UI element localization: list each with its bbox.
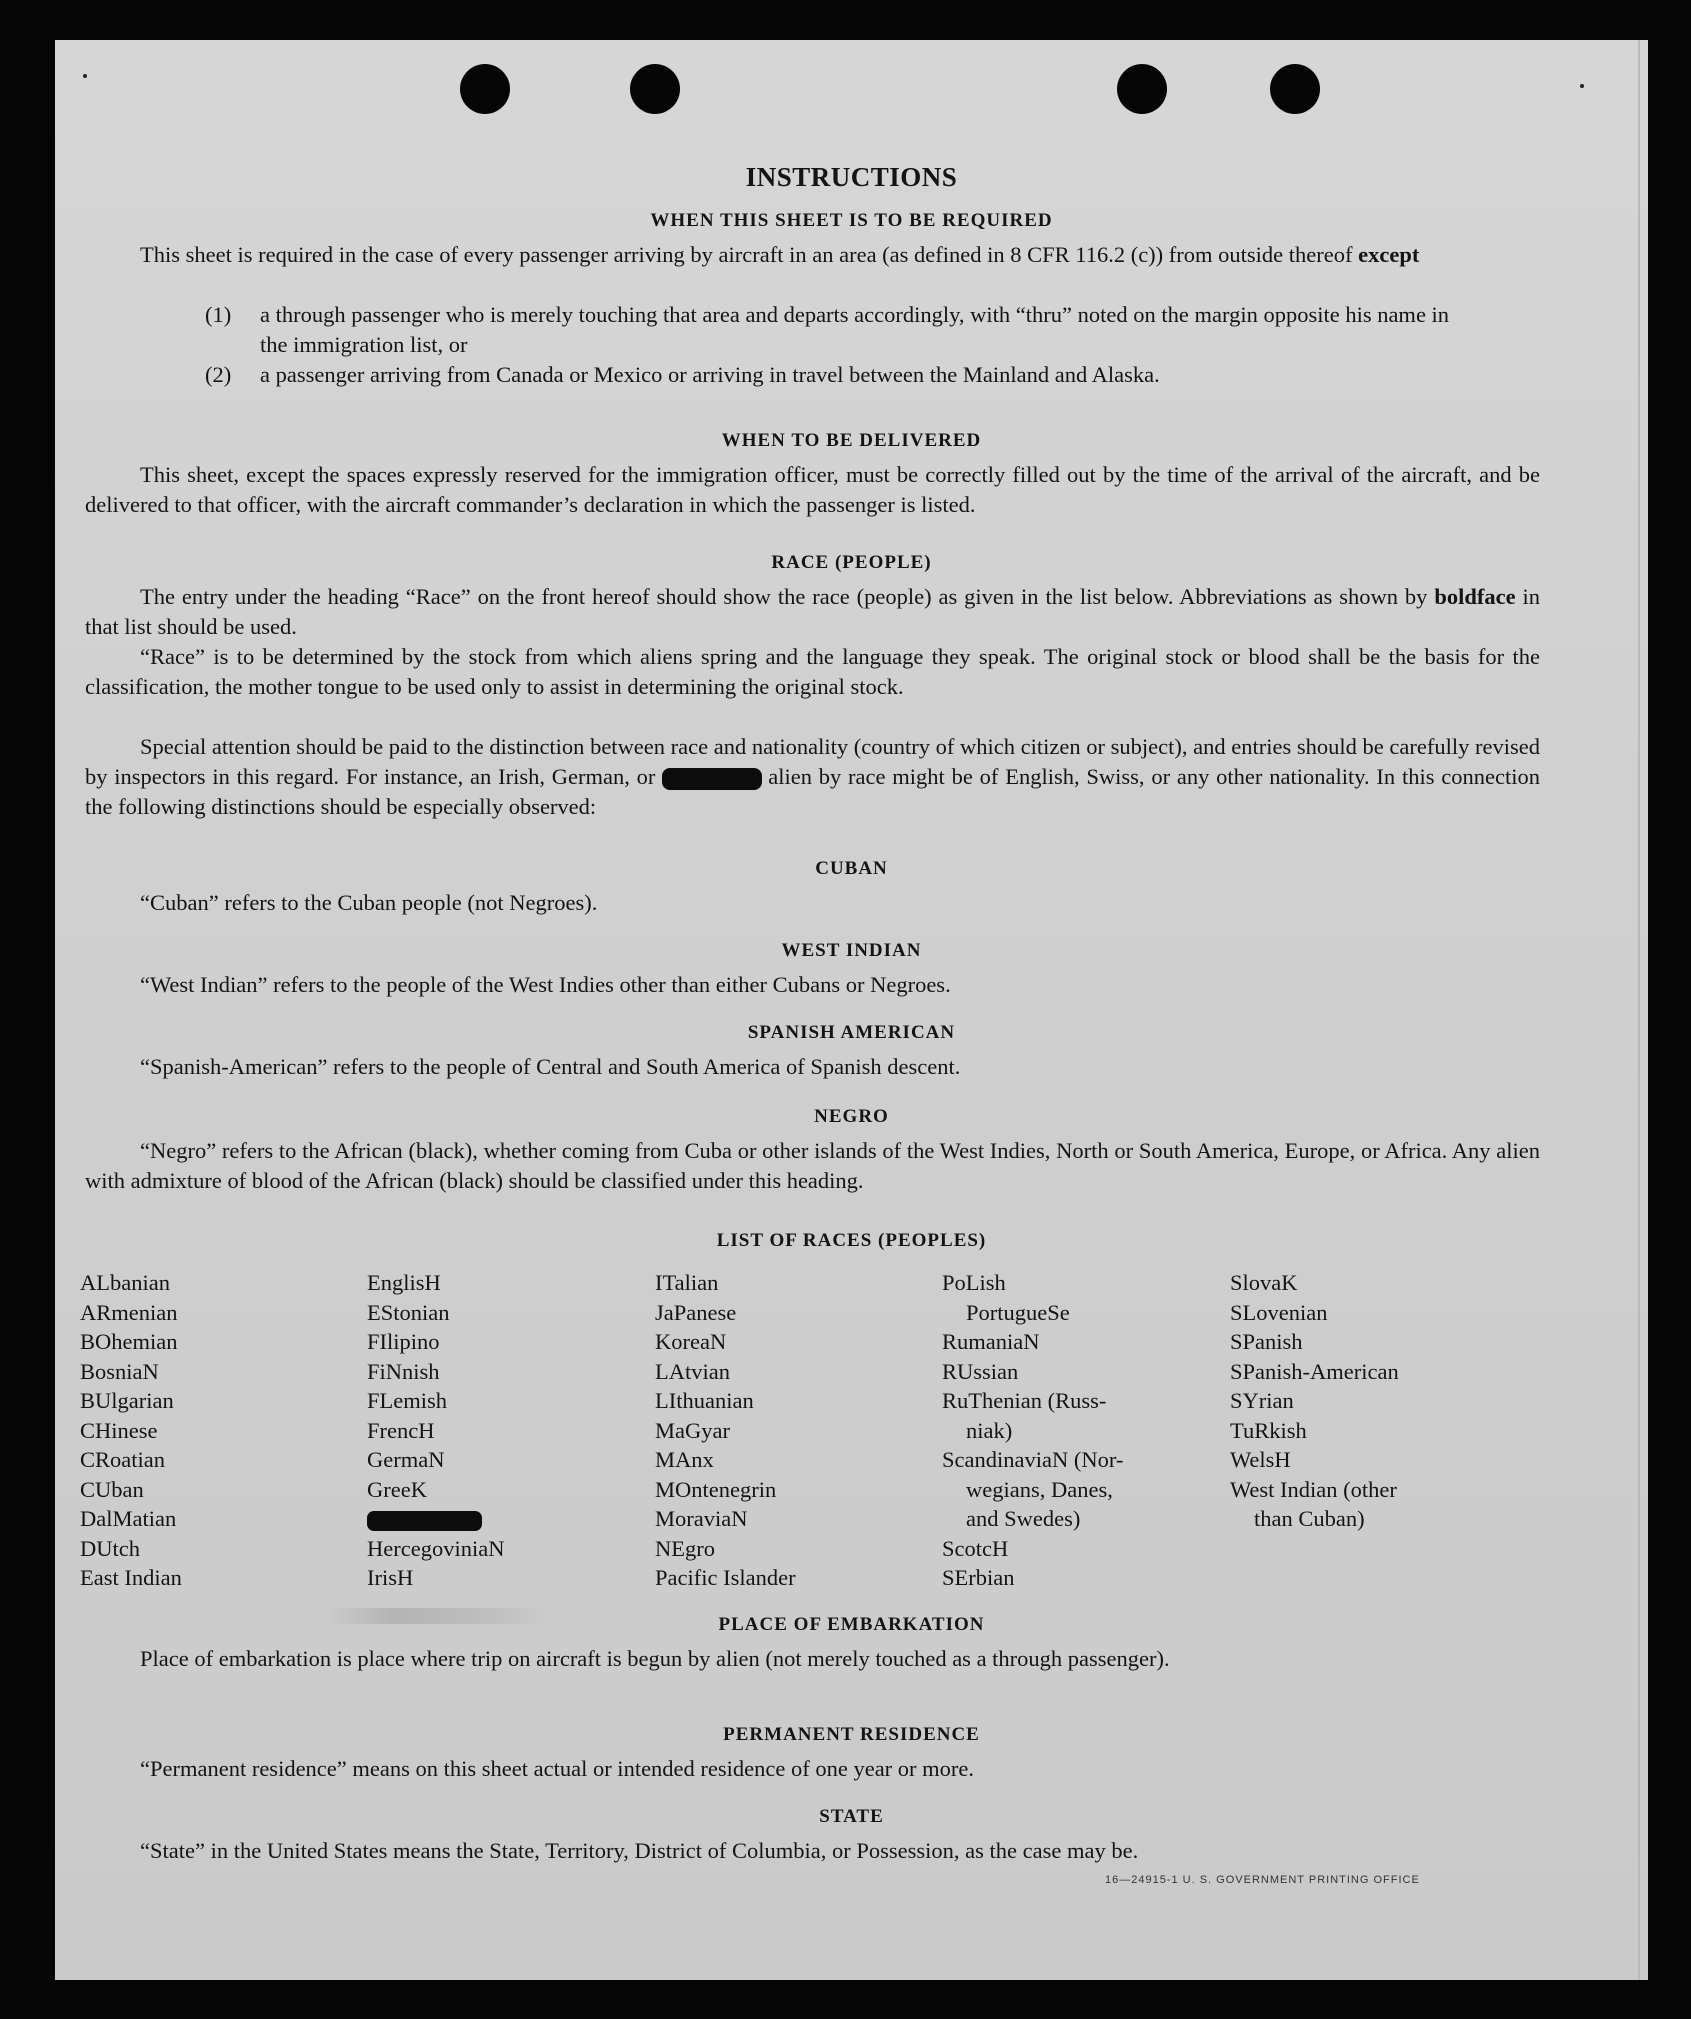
race-column-5 <box>1230 1268 1530 1534</box>
race-item: ScotcH <box>942 1535 1009 1561</box>
race-item-continued: PortugueSe <box>966 1299 1070 1325</box>
paragraph-negro: “Negro” refers to the African (black), whether coming from Cuba or other islands of the West Indies, North or South America, Europe, or Africa. Any alien with admixture of blood of the African (black) should be classified under this heading. <box>85 1138 1540 1193</box>
race-item: HercegoviniaN <box>367 1535 505 1561</box>
race-item-redacted <box>367 1504 647 1534</box>
punch-hole <box>1117 64 1167 114</box>
paragraph-spanish-american: “Spanish-American” refers to the people of Central and South America of Spanish descent. <box>140 1054 961 1079</box>
race-item: BUlgarian <box>80 1388 174 1413</box>
race-item: NEgro <box>655 1535 715 1561</box>
race-item: CUban <box>80 1476 144 1502</box>
race-item: ITalian <box>655 1270 719 1295</box>
race-item: LAtvian <box>655 1358 730 1384</box>
race-item: SlovaK <box>1230 1270 1298 1295</box>
race-item-continued: wegians, Danes, <box>966 1476 1113 1502</box>
race-item: DalMatian <box>80 1506 177 1531</box>
race-item: CRoatian <box>80 1447 165 1472</box>
race-item: East Indian <box>80 1565 182 1590</box>
heading-when-required: WHEN THIS SHEET IS TO BE REQUIRED <box>650 210 1053 231</box>
race-item: SLovenian <box>1230 1299 1328 1325</box>
race-item: BOhemian <box>80 1329 178 1354</box>
heading-list-of-races: LIST OF RACES (PEOPLES) <box>716 1230 987 1251</box>
race-item: SPanish <box>1230 1329 1303 1354</box>
race-item: FrencH <box>367 1417 435 1443</box>
race-item-continued: than Cuban) <box>1254 1506 1365 1531</box>
paragraph-race-3: Special attention should be paid to the distinction between race and nationality (country of which citizen or subject), and entries should be carefully revised by inspectors in this regard. For instance, an Irish, German, or alien by race might be of English, Swiss, or any other nationality. In this connection the following distinctions should be especially observed: <box>85 734 1540 819</box>
race-column-1 <box>80 1268 360 1593</box>
race-item-continued: and Swedes) <box>966 1506 1081 1531</box>
race-item: EStonian <box>367 1299 450 1325</box>
heading-permanent-residence: PERMANENT RESIDENCE <box>723 1724 980 1745</box>
race-item: MOntenegrin <box>655 1476 777 1502</box>
paragraph-cuban: “Cuban” refers to the Cuban people (not Negroes). <box>140 890 598 915</box>
heading-spanish-american: SPANISH AMERICAN <box>747 1022 956 1043</box>
page-title: INSTRUCTIONS <box>745 162 958 192</box>
race-item: FIlipino <box>367 1329 440 1354</box>
paragraph-when-required: This sheet is required in the case of every passenger arriving by aircraft in an area (as defined in 8 CFR 116.2 (c)) from outside thereof except <box>140 242 1420 267</box>
race-item: ScandinaviaN (Nor- <box>942 1447 1124 1472</box>
heading-when-delivered: WHEN TO BE DELIVERED <box>721 430 982 451</box>
heading-negro: NEGRO <box>814 1106 889 1127</box>
race-item: RUssian <box>942 1358 1019 1384</box>
race-item: WelsH <box>1230 1447 1291 1472</box>
paragraph-when-delivered: This sheet, except the spaces expressly reserved for the immigration officer, must be correctly filled out by the time of the arrival of the aircraft, and be delivered to that officer, with the aircraft commander’s declaration in which the passenger is listed. <box>85 462 1540 517</box>
race-item: ARmenian <box>80 1299 178 1325</box>
heading-race: RACE (PEOPLE) <box>771 552 932 573</box>
heading-state: STATE <box>819 1806 884 1827</box>
race-column-3 <box>655 1268 935 1593</box>
race-item: SErbian <box>942 1565 1015 1590</box>
heading-cuban: CUBAN <box>815 858 888 879</box>
paragraph-race-1: The entry under the heading “Race” on the front hereof should show the race (people) as given in the list below. Abbreviations as shown by boldface in that list should be used. <box>85 584 1540 639</box>
race-item: LIthuanian <box>655 1388 754 1413</box>
race-item-continued: niak) <box>966 1417 1013 1443</box>
document-sheet: INSTRUCTIONS WHEN THIS SHEET IS TO BE REQUIRED This sheet is required in the case of every passenger arriving by aircraft in an area (as defined in 8 CFR 116.2 (c)) from outside thereof except (1) a through passenger who is merely touching that area and departs accordingly, with “thru” noted on the margin opposite his name in the immigration list, or (2) a passenger arriving from Canada or Mexico or arriving in travel between the Mainland and Alaska. WHEN TO BE DELIVERED This sheet, except the spaces expressly reserved for the immigration officer, must be correctly filled out by the time of the arrival of the aircraft, and be delivered to that officer, with the aircraft commander’s declaration in which the passenger is listed. RACE (PEOPLE) The entry under the heading “Race” on the front hereof should show the race (people) as given in the list below. Abbreviations as shown by boldface in that list should be used. “Race” is to be determined by the stock from which aliens spring and the language they speak. The original stock or blood shall be the basis for the classification, the mother tongue to be used only to assist in determining the original stock. Special attention should be paid to the distinction between race and nationality (country of which citizen or subject), and entries should be carefully revised by inspectors in this regard. For instance, an Irish, German, or alien by race might be of English, Swiss, or any other nationality. In this connection the following distinctions should be especially observed: CUBAN “Cuban” refers to the Cuban people (not Negroes). WEST INDIAN “West Indian” refers to the people of the West Indies other than either Cubans or Negroes. SPANISH AMERICAN “Spanish-American” refers to the people of Central and South America of Spanish descent. NEGRO “Negro” refers to the African (black), whether coming from Cuba or other islands of the West Indies, North or South America, Europe, or Africa. Any alien with admixture of blood of the African (black) should be classified under this heading. LIST OF RACES (PEOPLES) ALbanian ARmenian BOhemian BosniaN BUlgarian CHinese CRoatian CUban DalMatian DUtch East Indian EnglisH EStonian FIlipino FiNnish FLemish FrencH GermaN GreeK HercegoviniaN IrisH ITalian JaPanese KoreaN LAtvian LIthuanian MaGyar MAnx MOntenegrin MoraviaN NEgro Pacific Islander PoLish PortugueSe RumaniaN RUssian RuThenian (Russ- niak) ScandinaviaN (Nor- wegians, Danes, and Swedes) ScotcH SErbian SlovaK SLovenian SPanish SPanish-American SYrian TuRkish WelsH West Indian (other than Cuban) PLACE OF EMBARKATION Place of embarkation is place where trip on aircraft is begun by alien (not merely touched as a through passenger). PERMANENT RESIDENCE “Permanent residence” means on this sheet actual or intended residence of one year or more. STATE “State” in the United States means the State, Territory, District of Columbia, or Possession, as the case may be. 16—24915-1 U. S. GOVERNMENT PRINTING OFFICE <box>55 40 1648 1980</box>
race-item: CHinese <box>80 1417 158 1443</box>
race-item: EnglisH <box>367 1270 441 1295</box>
race-item: BosniaN <box>80 1358 159 1384</box>
punch-hole <box>630 64 680 114</box>
paragraph-west-indian: “West Indian” refers to the people of the West Indies other than either Cubans or Negroes. <box>140 972 951 997</box>
list-of-races <box>80 1268 1560 1598</box>
printing-office-code: 16—24915-1 U. S. GOVERNMENT PRINTING OFFICE <box>1105 1874 1420 1886</box>
punch-hole <box>460 64 510 114</box>
race-item: MoraviaN <box>655 1506 748 1531</box>
redaction-mark <box>662 768 762 790</box>
paragraph-state: “State” in the United States means the State, Territory, District of Columbia, or Possession, as the case may be. <box>140 1838 1139 1863</box>
heading-west-indian: WEST INDIAN <box>781 940 922 961</box>
paragraph-race-2: “Race” is to be determined by the stock from which aliens spring and the language they speak. The original stock or blood shall be the basis for the classification, the mother tongue to be used only to assist in determining the original stock. <box>85 644 1540 699</box>
redaction-mark <box>367 1511 482 1531</box>
race-item: Pacific Islander <box>655 1565 796 1590</box>
paragraph-embarkation: Place of embarkation is place where trip on aircraft is begun by alien (not merely touched as a through passenger). <box>140 1646 1170 1671</box>
race-item: RuThenian (Russ- <box>942 1388 1107 1413</box>
race-item: SPanish-American <box>1230 1358 1399 1384</box>
heading-embarkation: PLACE OF EMBARKATION <box>718 1614 985 1635</box>
race-item: FLemish <box>367 1388 448 1413</box>
race-item: DUtch <box>80 1535 140 1561</box>
race-item: MaGyar <box>655 1417 730 1443</box>
race-item: SYrian <box>1230 1388 1294 1413</box>
paragraph-permanent-residence: “Permanent residence” means on this sheet actual or intended residence of one year or more. <box>140 1756 975 1781</box>
race-column-4 <box>942 1268 1242 1593</box>
punch-hole <box>1270 64 1320 114</box>
race-item: PoLish <box>942 1270 1006 1295</box>
race-item: MAnx <box>655 1447 714 1472</box>
race-item: FiNnish <box>367 1358 440 1384</box>
race-item: IrisH <box>367 1565 414 1590</box>
race-item: JaPanese <box>655 1299 737 1325</box>
race-item: TuRkish <box>1230 1417 1307 1443</box>
race-item: GreeK <box>367 1476 427 1502</box>
race-item: ALbanian <box>80 1270 170 1295</box>
race-item: West Indian (other <box>1230 1476 1397 1502</box>
race-item: RumaniaN <box>942 1329 1040 1354</box>
race-item: KoreaN <box>655 1329 727 1354</box>
race-column-2 <box>367 1268 647 1593</box>
race-item: GermaN <box>367 1447 445 1472</box>
